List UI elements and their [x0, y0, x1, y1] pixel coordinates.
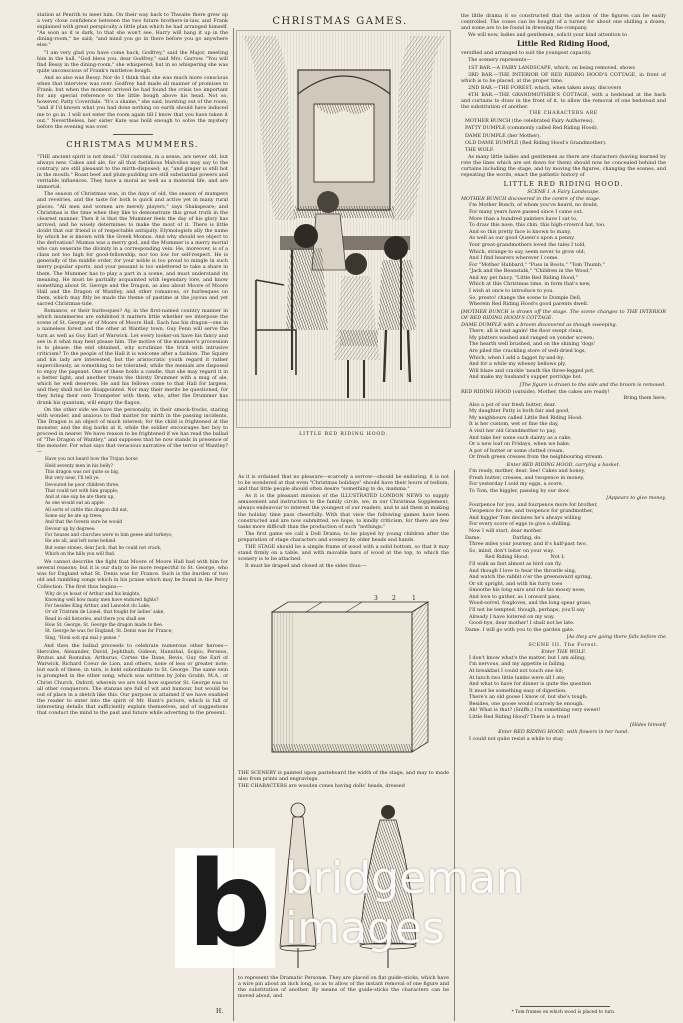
bridgeman-watermark	[175, 835, 535, 973]
intro-line: The scenery represents—	[468, 57, 532, 64]
play-line: To Tom, the higgler, passing by our door.	[469, 487, 571, 494]
figure-left-head	[291, 803, 305, 817]
stage-diagram	[262, 594, 432, 766]
diagram-label: 1	[412, 595, 416, 602]
play-line: Will blaze and crackle 'neath the three-legged pot,	[469, 367, 595, 374]
verse-line: This dragon was not quite so big,	[45, 469, 120, 475]
intro-line: 1ST BAR.—A FAIRY LANDSCAPE, which, on being removed, shows	[468, 64, 635, 71]
verse-line: And that the forests sure he would	[45, 520, 123, 526]
play-line: I'm ready, mother, dear. See! Cakes and honey,	[469, 468, 586, 475]
play-line: And what to have for dinner is quite the question	[469, 681, 592, 688]
play-line: A pot of butter or some clotted cream,	[469, 447, 565, 454]
play-line: My daughter Patty is both fair and good,	[469, 408, 570, 415]
verse-line: Held seventy men in his belly?	[45, 463, 113, 469]
play-line: Dame. I will go with you to the garden gate.	[465, 626, 575, 633]
play-line: And for a while my wheezy bellows ply,	[469, 361, 567, 368]
verse-line: Read in old histories, and there you shall see	[45, 616, 146, 622]
play-line: For "Mother Hubbard," "Puss in Boots," "Tom Thumb,"	[469, 261, 605, 268]
play-line: Wherein Red Riding Hood's good parents dwell.	[469, 301, 589, 308]
characters-heading: THE CHARACTERS ARE	[529, 111, 598, 117]
watermark-logo-glyph: b	[187, 835, 272, 973]
st-george-ballad-verse	[37, 592, 228, 641]
boy-right-body	[378, 260, 416, 330]
play-line: Bring them here;	[623, 395, 666, 402]
col1-top-p1: station at Penrith to meet him. On their way back to Thwaite there grew up a very close confidence between the two future brothers-in-law, and Frank explained with great perspicuity a little plan which he had arranged himself. "As soon as it is dark, to that she won't see, Harry will hang it up in the dining-room," he said; "and mind you go in there before you go anywhere else."	[37, 12, 228, 49]
verse-line: All sorts of cattle this dragon did eat,	[45, 507, 129, 513]
boy-left-head	[294, 224, 318, 248]
stage-left-drape	[272, 612, 294, 752]
speaker-label: Dame.	[465, 534, 481, 541]
rrh-reply: Not I;	[550, 554, 565, 561]
play-line: Are piled the crackling store of well-dried logs,	[469, 347, 587, 354]
mid-p5: It must be draped and closed at the sides thus:—	[245, 563, 367, 570]
verse-line: He ate all, and left none behind	[45, 539, 116, 545]
play-line: I could not quite resist a while to stay.	[469, 735, 564, 742]
dame-reply: Darling, do.	[512, 534, 542, 541]
verse-line: For besides King Arthur, and Lancelot du Lake,	[45, 604, 151, 610]
play-line: The hearth well brushed, and on the shining 'dogs'	[469, 341, 596, 348]
stage-direction: [As they are going there falls before the	[566, 634, 666, 641]
column-middle-bottom	[238, 975, 449, 1019]
mummers-p6: And then the ballad proceeds to celebrate numerous other heroes—Hercules, Alexander, David, Jephthah, Gideon, Hannibal, Scipio, Perseus, Brutus and Romulus, Arthurus, Cortes the Dane, Bevis, Guy the Earl of Warwick, Richard Coeur de Lion, and others, none of less or greater note; but each of these, in turn, is held subordinate to St. George. The same vein is prompted in the other song, which was written by John Grubb, M.A., of Christ Church, Oxford, wherein we are told how superior St. George was to all other conquerors. The stanzas are full of wit and humour, but would be out of place in a sketch like this. Our purpose is attained if we have enabled the reader to enter into the spirit of Mr. Hunt's picture, which is full of interesting details that sufficiently explain themselves, and of suggestions that conduct the mind to the past and future while adverting to the present.	[37, 642, 228, 716]
mid-p3: The first game we call a Doll Drama, to be played by young children after the preparation of stage characters and scenery by older heads and hands.	[238, 530, 449, 543]
diagram-label: 2	[392, 595, 396, 602]
play-line: It must be something easy of digestion.	[469, 687, 567, 694]
play-line: Or sit upright, and with his furry toes	[469, 580, 563, 587]
illustration-little-red-riding-hood	[236, 30, 451, 428]
stage-top-bars	[272, 602, 428, 612]
play-line: So, mind, don't loiter on your way.	[469, 547, 555, 554]
wolf-lines	[461, 656, 666, 721]
verse-line: How St. George, St. George the dragon made to flee.	[45, 623, 164, 629]
verse-line: Have you not heard how the Trojan horse	[45, 457, 138, 463]
play-line: And though I love to hear the throstle sing,	[469, 567, 577, 574]
verse-line: But very near, I'll tell ye.	[45, 476, 100, 482]
mid-bottom-p: to represent the Dramatic Personæ. They are placed on flat guide-sticks, which have a wire pin about an inch long, so as to allow of the instant removal of one figure and the substitution of another. By means of the guide-sticks the characters can be moved about, and	[238, 975, 449, 1000]
play-line: For yesterday I sold my eggs, a score,	[469, 481, 564, 488]
play-line: Wood-sorrel, foxgloves, and the long spear grass,	[469, 600, 592, 607]
verse-line: But some stones, dear Jack, that he could not crack,	[45, 545, 162, 551]
stage-direction: [Hides himself	[630, 721, 666, 728]
play-line: My platters washed and ranged on yonder screen;	[469, 334, 594, 341]
verse-line: As one would eat an apple.	[45, 501, 105, 507]
right-top-p1: the little drama it so constructed that the action of the figures can be easily controlled. The cones can be bought of a turner for about one shilling a dozen, and some are to be found in dressing the company.	[461, 13, 666, 32]
appeal-paragraph: As many little ladies and gentlemen as there are characters (having learned by rote the lines which are set down for them) should now be concealed behind the curtains including the stage, and by moving the figures, changing the scenes, and repeating the words, enact the pathetic history of	[461, 153, 666, 179]
play-line: Or fresh green cresses from the neighbouring stream.	[469, 454, 604, 461]
play-line: I'll not be tempted, though, perhaps, you'll say	[469, 607, 585, 614]
column-middle	[238, 474, 449, 589]
characters-p: THE CHARACTERS are wooden cones having dolls' heads, dressed	[238, 783, 405, 790]
rrh-lines-2	[461, 503, 666, 535]
play-line: Now I will start, dear mother.	[469, 527, 543, 534]
figure-right-head	[381, 805, 395, 819]
play-line: Which, strange to say, seem never to grow old;	[469, 248, 586, 255]
play-line: And so this pretty face is known to many,	[469, 228, 572, 235]
play-line: Smoothe his long ears and rub his mossy nose,	[469, 587, 586, 594]
play-line: So, presto! change the scene to Dumple Dell,	[469, 294, 582, 301]
intro-line: 2ND BAR.—THE FOREST, which, when taken away, discovers	[468, 84, 622, 91]
verse-line: Knowing well how many men have endured fights?	[45, 597, 159, 603]
stage-side-panel	[412, 602, 428, 752]
rrh-lines-3	[461, 562, 666, 627]
play-line: And watch the rabbit o'er the greensward spring,	[469, 574, 593, 581]
section-divider	[113, 134, 153, 135]
verse-line: For houses and churches were to him geese and turkeys;	[45, 532, 173, 538]
diagram-label: 3	[374, 595, 378, 602]
play-line: Fresh butter, cresses, and twopence in money,	[469, 474, 585, 481]
mid-p2: As it is the pleasant mission of the ILLUSTRATED LONDON NEWS to supply amusement and instruction to the family circle, we, in our Christmas Supplement, always endeavour to interest the youngest of our readers, and to aid them in making the holiday time pass cheerfully. With that view the following games have been constructed and are now submitted, we hope, to kindly criticism, for there are few tasks more difficult than the production of such "nothings."	[238, 493, 449, 530]
girl-center-stripes	[340, 330, 378, 346]
play-line: For every score of eggs to give a shilling.	[469, 521, 572, 528]
scenery-p: THE SCENERY is painted upon pasteboard the width of the stage, and may to made also from prints and engravings.	[238, 770, 449, 783]
col1-top-p3: And so also was Bessy. Nor do I think that she was much more conscious when that interview was over. Godfrey had made all manner of promises to Frank; but when the moment arrived he had found the crisis too important for any special reference to the little bough above his head. Not so, however, Patty Coverdale. "It's a shame," she said, bursting out of the room; "and if I'd known what you had done nothing on earth should have induced me to go in. I will not enter the room again till I know that you have taken it out." Nevertheless, her sister Kate was bold enough to solve the mystery before the evening was over.	[37, 74, 228, 130]
character-entry: MOTHER BUNCH (the celebrated Fairy Authoress).	[465, 118, 595, 125]
boy-right-head	[384, 236, 408, 260]
play-line: "Jack and the Beanstalk," "Children in the Wood,"	[469, 268, 593, 275]
play-line: Good-bye, dear mother! I shall not be late.	[469, 620, 575, 627]
section-heading-mummers: CHRISTMAS MUMMERS.	[66, 138, 199, 149]
stage-floor	[272, 744, 412, 752]
watermark-line2: images	[285, 903, 445, 954]
stage-direction: Enter THE WOLF.	[541, 648, 586, 655]
scene2-lines	[461, 329, 666, 381]
bar-line	[306, 602, 322, 612]
scenery-paragraphs	[238, 770, 449, 792]
rrh-outside-line: RED RIDING HOOD (outside). Mother, the cakes are ready!	[461, 388, 610, 395]
scene1-lines	[461, 203, 666, 308]
watermark-line1: bridgeman	[285, 853, 524, 904]
play-line: I'm nervous, and my appetite is failing.	[469, 661, 566, 668]
stage-base	[294, 206, 394, 218]
play-line: Which, when I add a faggot by-and-by,	[469, 354, 565, 361]
play-line: And I find hearers wherever I come.	[469, 255, 559, 262]
verse-line: Which on the hills you will find.	[45, 551, 116, 557]
verse-line: Devour up by degrees:	[45, 526, 96, 532]
play-line: And make my husband's supper porridge hot.	[469, 374, 583, 381]
standing-girl-head	[317, 191, 339, 213]
stage-direction: DAME DUMPLE with a broom discovered as though sweeping.	[461, 322, 618, 329]
play-line: Three miles your journey, and it's half-past two.	[469, 541, 588, 548]
play-line: And take her some such dainty as a cake,	[469, 434, 572, 441]
play-line: There, all is neat again! the floor swept clean,	[469, 328, 584, 335]
play-title-blackletter: Little Red Riding Hood,	[517, 39, 610, 49]
play-line: Already I have loitered on my way.	[469, 613, 555, 620]
play-line: My neighbours called Little Red Riding Hood.	[469, 414, 583, 421]
bar-line	[346, 602, 362, 612]
verse-line: St. George he was for England; St. Denis was for France;	[45, 629, 173, 635]
stage-direction: MOTHER BUNCH discovered in the centre of the stage.	[461, 196, 601, 203]
character-entry: OLD DAME DUMPLE (Red Riding Hood's Grandmother).	[465, 139, 607, 146]
verse-line: Devoured he poor children three,	[45, 482, 120, 488]
play-line: For many years have passed since I came out.	[469, 208, 584, 215]
stage-frame-drawing	[262, 594, 432, 766]
dragon-ballad-verse	[37, 457, 228, 557]
play-line: Little Red Riding Hood? There is a treat!	[469, 714, 571, 721]
play-line: It is her custom, wet or fine the day,	[469, 421, 559, 428]
girl-center-head	[345, 253, 367, 275]
col1-top-paragraphs	[37, 12, 228, 130]
play-line: Or a new loaf on Fridays, when we bake,	[469, 441, 571, 448]
verse-line: Some say he ate up trees;	[45, 514, 103, 520]
page-title: CHRISTMAS GAMES.	[272, 16, 408, 27]
scene-heading: SCENE I. A Fairy Landscape.	[527, 189, 600, 196]
play-title: LITTLE RED RIDING HOOD.	[503, 180, 624, 189]
play-line: I don't know what's the matter, but I am ailing;	[469, 654, 586, 661]
toy-theatre-engraving	[236, 30, 451, 428]
play-line: I'm Mother Bunch, of whom you've heard, no doubt,	[469, 202, 599, 209]
play-line: More than a hundred painters have I sat to,	[469, 215, 578, 222]
page-marker: H.	[216, 1008, 224, 1015]
intro-line: 4TH BAR.—THE GRANDMOTHER'S COTTAGE, with a bedstead at the back and curtains to draw in the front of it, to allow the removal of one bedstead and the substitution of another.	[461, 91, 666, 111]
stage-direction: Enter RED RIDING HOOD, with flowers in her hand.	[498, 728, 629, 735]
verse-line: And at one sup he ate them up,	[45, 495, 115, 501]
stage-direction: [Appears to give money.	[606, 495, 666, 502]
character-entry: THE WOLF.	[465, 146, 495, 153]
mummers-p2: The season of Christmas was, in the days of old, the season of mumpers and revelries, and the taste for both is quick and active yet in many rural places. "All men and women are merely players," says Shakspeare; and Christmas is the time when they like to demonstrate this great truth in the clearest manner. Then it is that the Mummer feels the day of his glory has arrived, and he wisely determines to make the most of it. There is little doubt that our friend is of respectable antiquity. Etymologists ally the name by which he is known with the Greek Momus. And why should we object to the derivation? Mumus was a merry god, and the Mummer is a merry mortal who can venerate the divinity in a corresponding vein. He, moreover, is of a class not too high for good-fellowship, nor too low for self-respect. He is generally of the middle order, for your noble is too proud to mingle in such merry popular sports, and your peasant is too unlettered to take a share in them. The Mummer has to play a part in a scene, and must understand its meaning. He must be partially acquainted with legendary lore, and know something about St. George and the Dragon, as also about Moore of Moore Hall and the Dragon of Wantley, and other romances, or burlesques on them, which may fitly be made the theme of pastime at the joyous and yet sacred Christmas-tide.	[37, 191, 228, 308]
character-entry: DAME DUMPLE (her Mother).	[465, 132, 541, 139]
mid-p4: THE STAGE should be a simple frame of wood with a solid bottom, so that it may stand firmly on a table, and with movable bars of wood at the top, to which the scenery is to be attached.	[238, 544, 449, 563]
rrh-lines	[461, 469, 666, 494]
play-line: I'll walk as fast almost as bird can fly.	[469, 560, 562, 567]
right-top-p2: We will now, ladies and gentlemen, solicit your kind attention to	[468, 32, 628, 39]
scene-heading: SCENE III. The Forest.	[528, 641, 599, 648]
verse-line: That could not with him grapple;	[45, 488, 119, 494]
play-line: As well as our good Queen's upon a penny.	[469, 235, 575, 242]
play-line: Your great-grandmothers loved the tales I told,	[469, 241, 586, 248]
col1-top-p2: "I am very glad you have come back, Godfrey," said the Major, meeting him in the hall. "God bless you, dear Godfrey," said Mrs. Garrow. "You will find Bessy in the dining-room," she whispered; but in so whispering she was quite unconscious of Frank's mistletoe bough.	[37, 49, 228, 74]
dame-lines	[461, 396, 666, 461]
footnote-rule	[520, 1006, 610, 1007]
play-line: At breakfast I could not touch one bit;	[469, 667, 564, 674]
mummers-p1: "THE ancient spirit is not dead." Old customs, in a sense, are never old, but always new. Cakes and ale, for all that fastidious Malvolios may say to the contrary, are still pleasant to the mirth-disposed; ay, "and ginger is still hot in the mouth." Roast beef and plum-pudding are still substantial powers and veritable influences. They have a moral as well as a material life, and are immortal.	[37, 153, 228, 191]
intro-line: 3RD BAR.—THE INTERIOR OF RED RIDING HOOD'S COTTAGE, in front of which is to be placed, at the proper time,	[461, 71, 666, 84]
mummers-p3: Romance, or their burlesques? Ay, in the first-named country manner in which mummeries are exhibited it matters little whether we interpose the scene of St. George or of Moore of Moore Hall. Each has his dragon—one in a nameless forest and the other at Wantley town. Guy Fenn will serve the turn as well as Guy Earl of Warwick. Let every looker-on have his fancy and see in it what may best please him. The motive of the mummer's procession is to please: the end obtained, why scrutinize the trick with intrusive criticism? To the people of the Hall it is welcome after a fashion. The Squire and his lady are interested, but the aristocratic youth regard it rather superciliously, as something to be tolerated; while the menials are disposed to enjoy the pageant. One of these holds a candle, that she may regard it in a better light; and another treats the thirsty Drummer with a mug of ale, which he well deserves. He and his fellows come to that Hall for largess, and they shall not be disappointed. Nor may their merits be questioned, for they bring their own Trumpeter with them, who, after the Drummer has drunk his quantum, will empty the flagon.	[37, 308, 228, 406]
stage-direction: [The figure is drawn to the side and the broom is removed.	[519, 381, 666, 388]
stage-direction: Enter RED RIDING HOOD, carrying a basket.	[506, 462, 621, 468]
play-line: And love to gather, as I onward pass,	[469, 593, 561, 600]
play-line: To draw this nose, this chin, this high-crown'd hat, too.	[469, 222, 606, 229]
play-line: Fourpence for you, and fourpence more for brother,	[469, 501, 598, 508]
verse-line: Sing, "Honi soit qui mal y pense."	[45, 635, 120, 641]
footnote: * Tom frames on which wood is placed to turn.	[511, 1010, 616, 1015]
mid-p1: As it is ordained that no pleasure—scarcely a sorrow—should be enduring, it is not to be wondered at that even "Christmas holidays" should have their hours of tedium, and that little people should often desire "something to do, mamma."	[238, 474, 449, 493]
play-line: Also a pot of our fresh butter, dear.	[469, 401, 557, 408]
play-line: Besides, one goose would scarcely be enough.	[469, 700, 584, 707]
boy-left-body	[286, 248, 328, 330]
illustration-caption: LITTLE RED RIDING HOOD.	[299, 432, 388, 437]
verse-line: Or sir Tristram de Lionel, that fought for ladies' sake,	[45, 610, 165, 616]
play-line: Twopence for me, and twopence for grandmother,	[469, 508, 594, 515]
play-line: I wish at once to introduce to you.	[469, 288, 554, 295]
verse-line: Why do ye boast of Arthur and his knights,	[45, 591, 141, 597]
speaker-label: Red Riding Hood.	[485, 554, 529, 561]
play-line: Ah! What is that? (Sniffs.) I'm something very sweet!	[469, 707, 601, 714]
play-line: And my pet fancy, "Little Red Riding Hood,"	[469, 274, 578, 281]
stage-opening	[314, 104, 374, 182]
play-line: There's an old goose I know of, but she's tough;	[469, 694, 588, 701]
play-line: And higgler Tom declares he's always willing	[469, 514, 581, 521]
intro-line: versified and arranged to suit the youngest capacity.	[461, 50, 592, 57]
mummers-p4: On the other side we have the personalty, in their smock-frocks, staring with wonder, and anxious to find matter for mirth in the passing incidents. The Dragon is an object of much interest; for the child is frightened at the monster, and the dog barks at it, while the soldier encourages her boy to proceed in nearer. We have reason to be frightened if we has read the ballad of "The Dragon of Wantley," and supposes that he now stands in presence of the monster. For what says that veracious narrative of the terror of Wantley?—	[37, 406, 228, 456]
play-line: Which at this Christmas time, in form that's new,	[469, 281, 591, 288]
play-line: At lunch two little lambs were all I ate;	[469, 674, 566, 681]
stage-direction: [MOTHER BUNCH is drawn off the stage. The scene changes to THE INTERIOR OF RED RIDING HOOD'S COTTAGE.	[461, 308, 666, 321]
character-entry: PATTY DUMPLE (commonly called Red Riding Hood).	[465, 125, 599, 132]
mummers-p5: We cannot describe the fight that Moore of Moore Hall had with him for several reasons; but it is our duty to be more respectful to St. George, who was for England what St. Denis was for France. Such is the burden of two old and rambling songs which in his praise which may be found in the Percy Collection. The first thus begins:—	[37, 559, 228, 590]
play-line: A visit her old Grandmother to pay,	[469, 428, 557, 435]
